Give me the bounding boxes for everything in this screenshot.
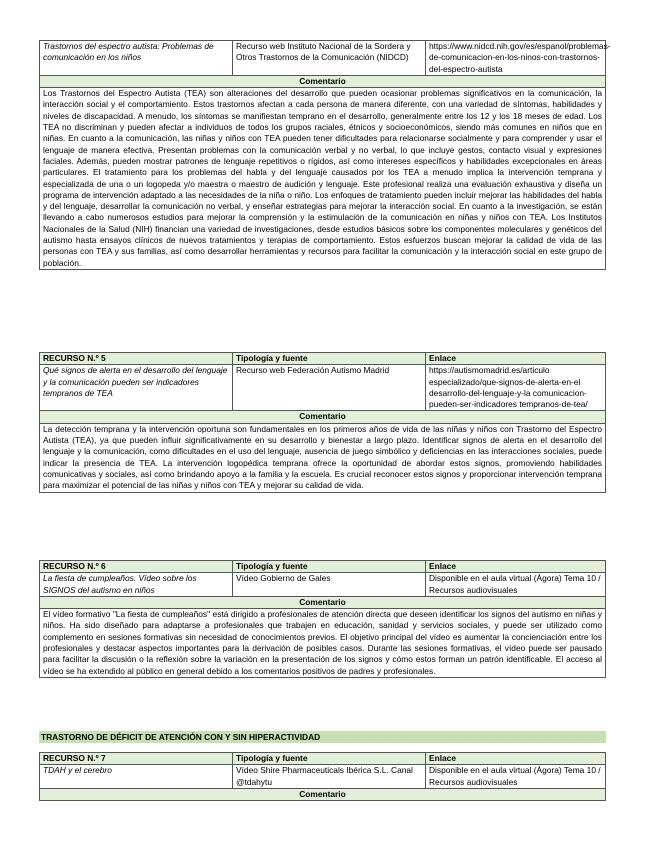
link-header: Enlace: [426, 353, 606, 365]
resource-table-nidcd: [39, 40, 611, 270]
resource-link: Disponible en el aula virtual (Ágora) Tema 10 / Recursos audiovisuales: [426, 573, 606, 597]
comment-header: Comentario: [40, 75, 606, 87]
resource-table-5: [39, 352, 606, 493]
resource-number: RECURSO N.º 7: [40, 753, 233, 765]
resource-title: TDAH y el cerebro: [40, 765, 233, 789]
type-header: Tipología y fuente: [233, 561, 426, 573]
resource-source: Recurso web Instituto Nacional de la Sordera y Otros Trastornos de la Comunicación (NIDCD): [233, 41, 426, 76]
resource-title: Trastornos del espectro autista: Problemas de comunicación en los niños: [40, 41, 233, 76]
comment-header: Comentario: [40, 411, 606, 423]
resource-number: RECURSO N.º 6: [40, 561, 233, 573]
comment-text: El vídeo formativo "La fiesta de cumpleaños" está dirigido a profesionales de atención directa que deseen identificar los signos del autismo en niñas y niños. Ha sido diseñado para adaptarse a profesionales que trabajen en educación, sanidad y servicios sociales, y puede ser utilizado como complemento en sesiones formativas sin necesidad de conocimientos previos. El objetivo principal del vídeo es aumentar la concienciación entre los profesionales y destacar aspectos importantes para la derivación de posibles casos. Durante las sesiones formativas, el vídeo puede ser pausado para facilitar la discusión o la reflexión sobre la variación en la presentación de los signos y cómo estos forman un patrón identificable. El acceso al vídeo se ha extendido al público en general debido a los comentarios positivos de padres y profesionales.: [40, 609, 606, 678]
comment-header: Comentario: [40, 596, 606, 608]
resource-table-7: [39, 752, 606, 801]
comment-header: Comentario: [40, 788, 606, 800]
resource-link[interactable]: https://www.nidcd.nih.gov/es/espanol/problemas-de-comunicacion-en-los-ninos-con-trastornos-del-espectro-autista: [426, 41, 606, 76]
resource-title: Qué signos de alerta en el desarrollo del lenguaje y la comunicación pueden ser indicadores tempranos de TEA: [40, 365, 233, 411]
comment-text: Los Trastornos del Espectro Autista (TEA) son alteraciones del desarrollo que pueden ocasionar problemas significativos en la comunicación, la interacción social y el comportamiento. Estos trastornos afectan a cada persona de manera diferente, con una variedad de síntomas, habilidades y niveles de discapacidad. A menudo, los síntomas se manifiestan temprano en el desarrollo, generalmente entre los 12 y los 18 meses de edad. Los TEA no discriminan y pueden afectar a individuos de todos los grupos raciales, étnicos y socioeconómicos, siendo más comunes en niños que en niñas. En cuanto a la comunicación, las niñas y niños con TEA pueden tener dificultades para relacionarse socialmente y para comprender y usar el lenguaje de manera efectiva. Presentan problemas con la comunicación verbal y no verbal, lo que incluye gestos, contacto visual y expresiones faciales. Además, pueden mostrar patrones de lenguaje repetitivos o rígidos, así como intereses específicos y habilidades excepcionales en áreas particulares. El tratamiento para los problemas del habla y del lenguaje causados por los TEA a menudo implica la intervención temprana y especializada de una o un logopeda y/o maestra o maestro de audición y lenguaje. Este profesional realiza una evaluación exhaustiva y diseña un programa de intervención adaptado a las necesidades de la niña o niño. Los enfoques de tratamiento pueden incluir mejorar las habilidades del habla y del lenguaje, desarrollar la comunicación no verbal, y enseñar estrategias para mejorar la interacción social. En cuanto a la investigación, se están llevando a cabo numerosos estudios para mejorar la comprensión y la estimulación de la comunicación en niñas y niños con TEA. Los Institutos Nacionales de la Salud (NIH) financian una variedad de investigaciones, desde estudios básicos sobre los componentes moleculares y genéticos del autismo hasta ensayos clínicos de nuevos tratamientos y terapias de comportamiento. Estos esfuerzos buscan mejorar la calidad de vida de las personas con TEA y sus familias, así como desarrollar herramientas y recursos para facilitar la comunicación y la interacción social en este grupo de población.: [40, 88, 606, 270]
resource-link[interactable]: https://autismomadrid.es/articulo especializado/que-signos-de-alerta-en-el desarrollo-del-lenguaje-y-la comunicacion-pueden-ser-indicadores tempranos-de-tea/: [426, 365, 606, 411]
section-banner-tdah: TRASTORNO DE DÉFICIT DE ATENCIÓN CON Y SIN HIPERACTIVIDAD: [39, 731, 606, 743]
link-header: Enlace: [426, 561, 606, 573]
resource-source: Vídeo Shire Pharmaceuticals Ibérica S.L. Canal @tdahytu: [233, 765, 426, 789]
resource-title: La fiesta de cumpleaños. Vídeo sobre los SIGNOS del autismo en niños: [40, 573, 233, 597]
type-header: Tipología y fuente: [233, 753, 426, 765]
resource-source: Vídeo Gobierno de Gales: [233, 573, 426, 597]
comment-text: La detección temprana y la intervención oportuna son fundamentales en los primeros años de vida de las niñas y niños con Trastorno del Espectro Autista (TEA), ya que pueden influir significativamente en su desarrollo y bienestar a largo plazo. Identificar signos de alerta en el desarrollo del lenguaje y la comunicación, como dificultades en el uso del lenguaje, ausencia de juego simbólico y deficiencias en las interacciones sociales, puede indicar la presencia de TEA. La intervención logopédica temprana ofrece la oportunidad de abordar estos signos, promoviendo habilidades comunicativas y sociales, así como brindando apoyo a la familia y la escuela. Es crucial reconocer estos signos y proporcionar intervención temprana para maximizar el potencial de las niñas y niños con TEA y mejorar su calidad de vida.: [40, 423, 606, 492]
link-header: Enlace: [426, 753, 606, 765]
resource-link: Disponible en el aula virtual (Ágora) Tema 10 / Recursos audiovisuales: [426, 765, 606, 789]
resource-source: Recurso web Federación Autismo Madrid: [233, 365, 426, 411]
resource-table-6: [39, 560, 606, 678]
resource-number: RECURSO N.º 5: [40, 353, 233, 365]
type-header: Tipología y fuente: [233, 353, 426, 365]
